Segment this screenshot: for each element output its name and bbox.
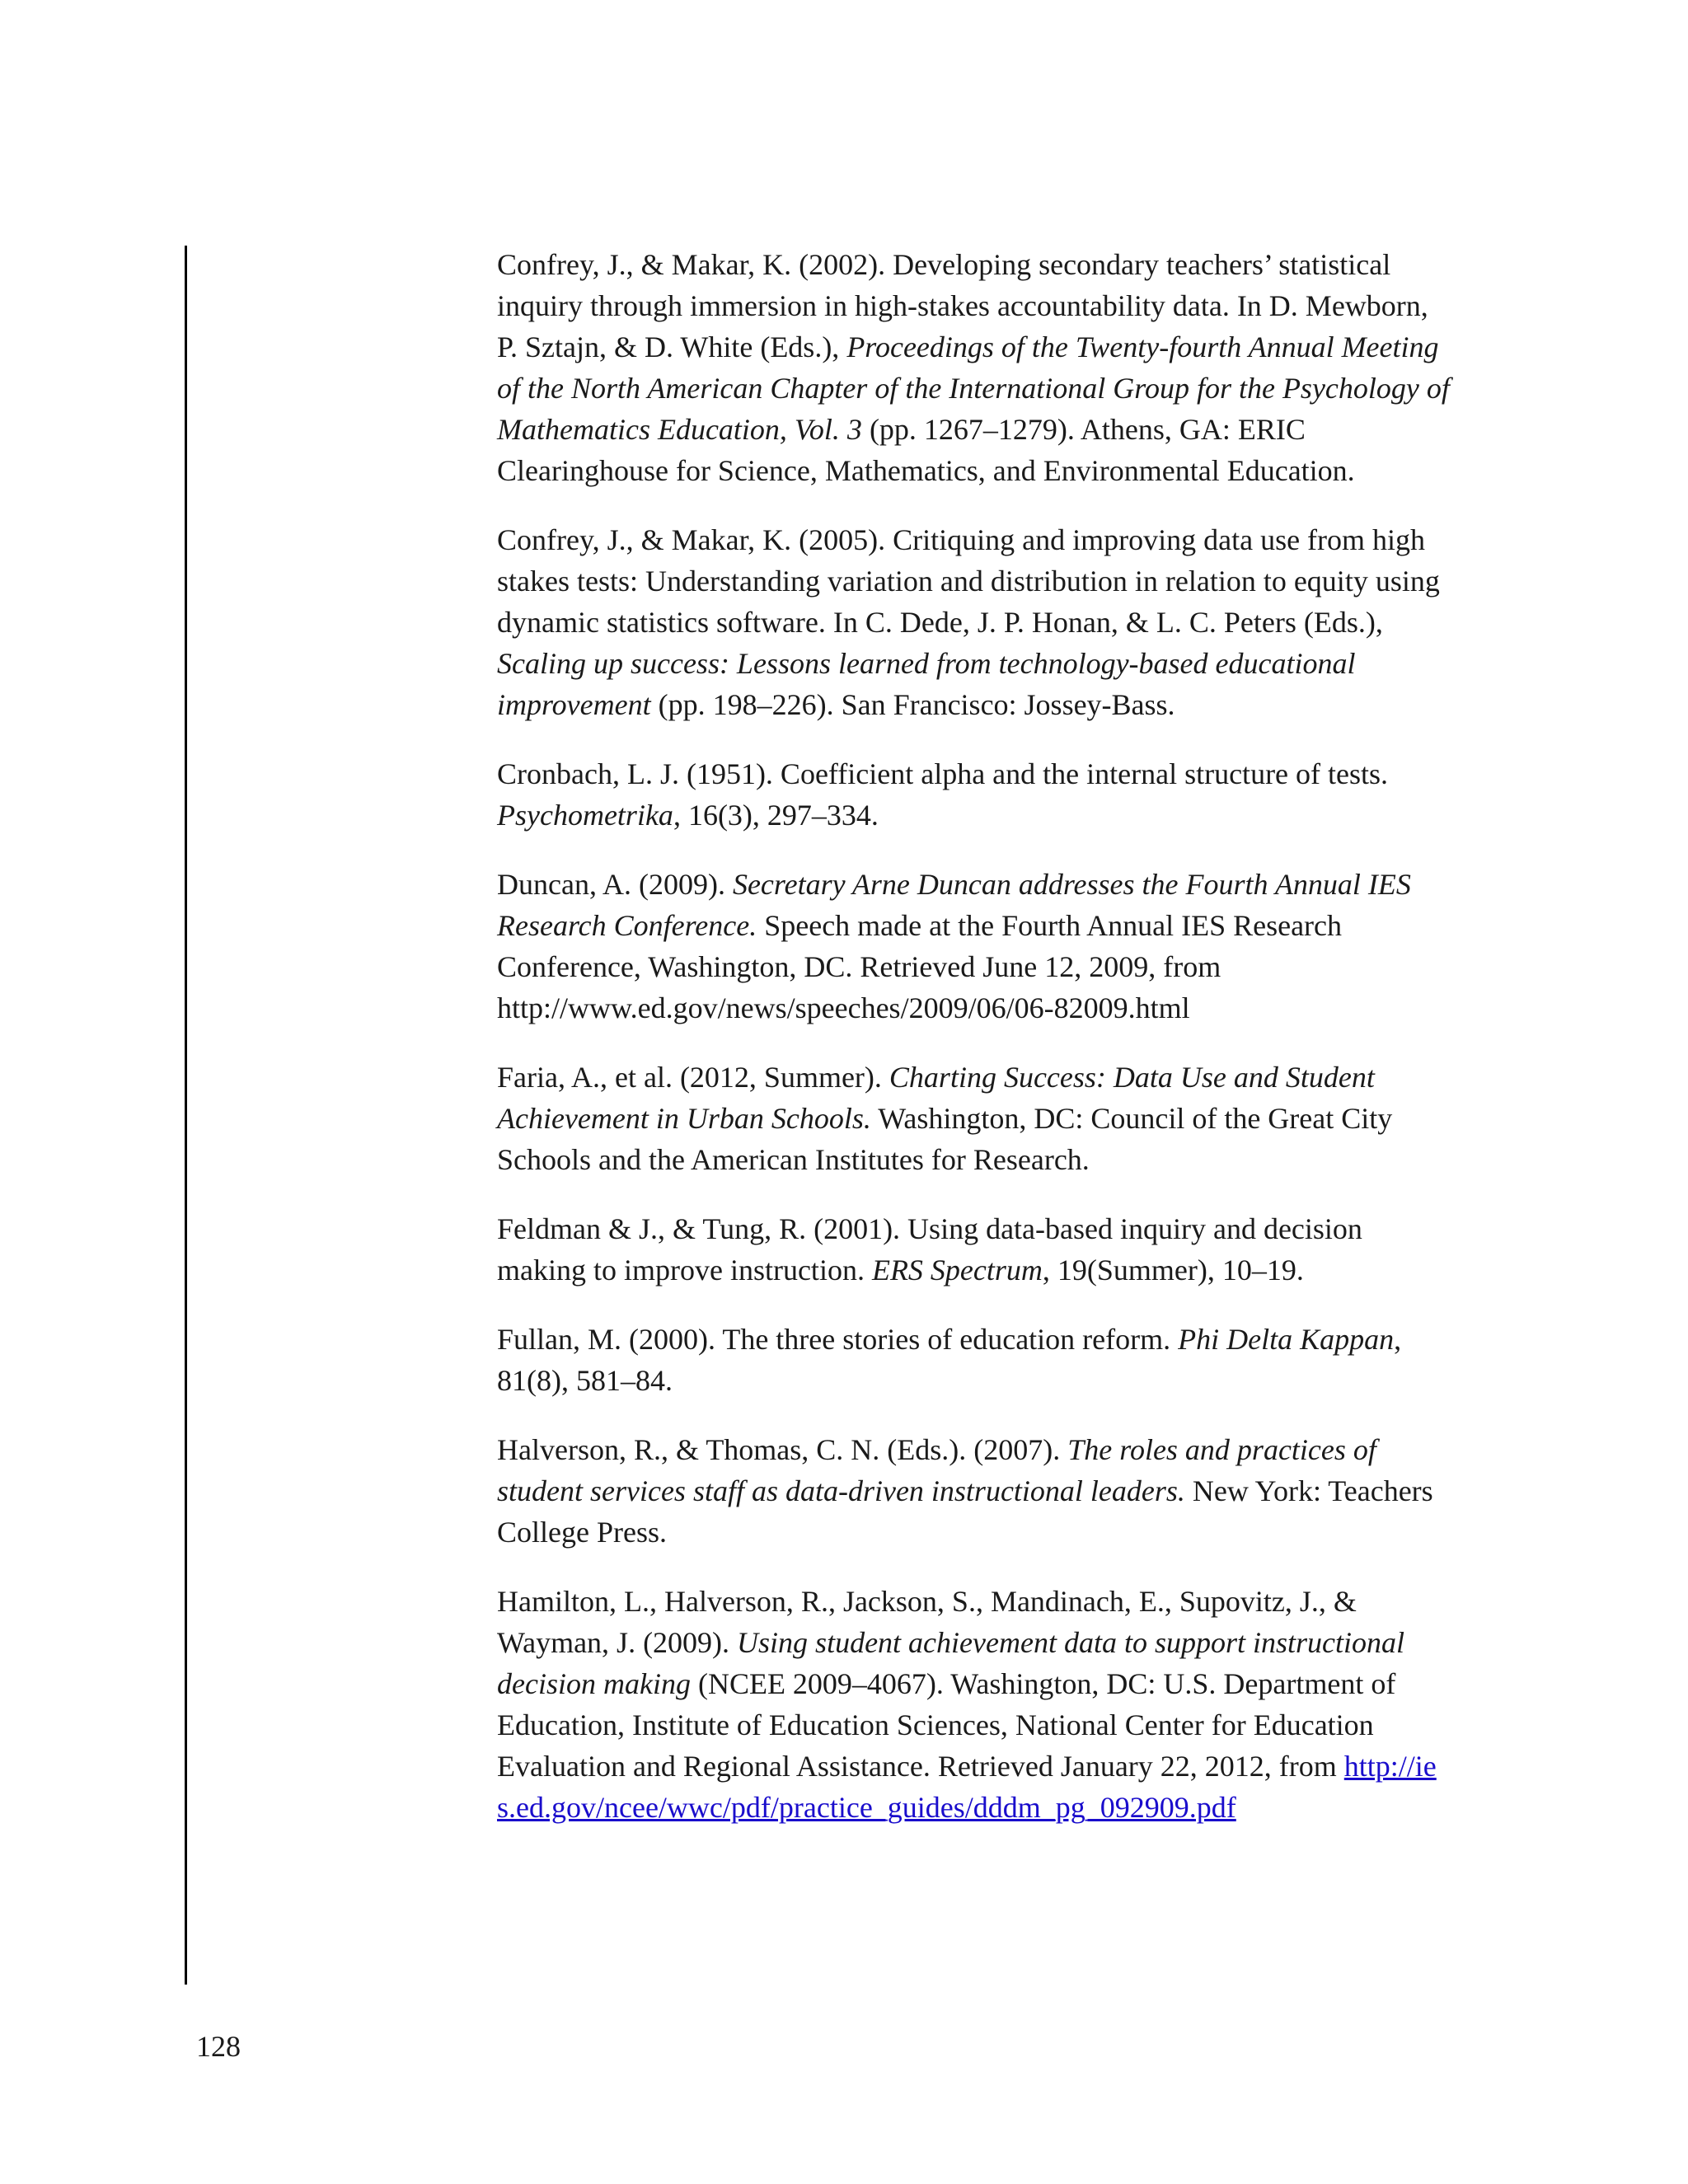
reference-entry (497, 864, 1453, 1029)
reference-title: Using student achievement data to support instructional decision making (497, 1626, 1404, 1700)
reference-entry (497, 753, 1453, 836)
page-number: 128 (196, 2030, 241, 2063)
reference-entry (497, 1208, 1453, 1291)
reference-title: Scaling up success: Lessons learned from technology-based educational improvement (497, 647, 1356, 721)
reference-text: Speech made at the Fourth Annual IES Research Conference, Washington, DC. Retrieved June 12, 2009, from http://www.ed.gov/news/speeches/2009/06/06-82009.html (497, 909, 1343, 1024)
reference-text: Hamilton, L., Halverson, R., Jackson, S., Mandinach, E., Supovitz, J., & Wayman, J. (2009). (497, 1585, 1357, 1659)
reference-text: Confrey, J., & Makar, K. (2005). Critiquing and improving data use from high stakes tests: Understanding variation and distribution in relation to equity using dynamic statistics software. In C. Dede, J. P. Honan, & L. C. Peters (Eds.), (497, 523, 1440, 639)
reference-entry (497, 1319, 1453, 1401)
reference-text: Confrey, J., & Makar, K. (2002). Developing secondary teachers’ statistical inquiry through immersion in high-stakes accountability data. In D. Mewborn, P. Sztajn, & D. White (Eds.), (497, 248, 1428, 363)
reference-text: Fullan, M. (2000). The three stories of education reform. (497, 1323, 1179, 1356)
reference-text: (pp. 198–226). San Francisco: Jossey-Bass. (650, 688, 1175, 721)
reference-entry (497, 1581, 1453, 1828)
reference-title: Phi Delta Kappan (1178, 1323, 1395, 1356)
reference-entry (497, 1057, 1453, 1180)
reference-title: The roles and practices of student services staff as data-driven instructional leaders. (497, 1433, 1376, 1507)
reference-text: New York: Teachers College Press. (497, 1474, 1433, 1549)
reference-text: Faria, A., et al. (2012, Summer). (497, 1061, 889, 1094)
reference-title: Secretary Arne Duncan addresses the Fourth Annual IES Research Conference. (497, 868, 1411, 942)
reference-title: ERS Spectrum (871, 1254, 1043, 1286)
reference-text: Feldman & J., & Tung, R. (2001). Using data-based inquiry and decision making to improve instruction. (497, 1212, 1362, 1286)
reference-text: Duncan, A. (2009). (497, 868, 733, 901)
reference-title: Psychometrika (497, 799, 673, 832)
reference-text: Washington, DC: Council of the Great City Schools and the American Institutes for Research. (497, 1102, 1393, 1176)
reference-title: Proceedings of the Twenty-fourth Annual Meeting of the North American Chapter of the International Group for the Psychology of Mathematics Education, Vol. 3 (497, 330, 1450, 446)
reference-text: Halverson, R., & Thomas, C. N. (Eds.). (2007). (497, 1433, 1068, 1466)
reference-entry (497, 1429, 1453, 1553)
reference-text: , 81(8), 581–84. (497, 1323, 1402, 1397)
reference-title: Charting Success: Data Use and Student Achievement in Urban Schools. (497, 1061, 1375, 1135)
reference-text: Cronbach, L. J. (1951). Coefficient alpha and the internal structure of tests. (497, 757, 1389, 790)
reference-list (497, 244, 1453, 1856)
reference-entry (497, 519, 1453, 725)
margin-rule (185, 246, 187, 1985)
reference-text: , 16(3), 297–334. (673, 799, 879, 832)
reference-link[interactable]: http://ies.ed.gov/ncee/wwc/pdf/practice_guides/dddm_pg_092909.pdf (497, 1750, 1437, 1824)
reference-text: , 19(Summer), 10–19. (1042, 1254, 1304, 1286)
reference-entry (497, 244, 1453, 491)
reference-text: (pp. 1267–1279). Athens, GA: ERIC Clearinghouse for Science, Mathematics, and Environmental Education. (497, 413, 1355, 487)
reference-text: (NCEE 2009–4067). Washington, DC: U.S. Department of Education, Institute of Education Sciences, National Center for Education Evaluation and Regional Assistance. Retrieved January 22, 2012, from (497, 1667, 1396, 1783)
